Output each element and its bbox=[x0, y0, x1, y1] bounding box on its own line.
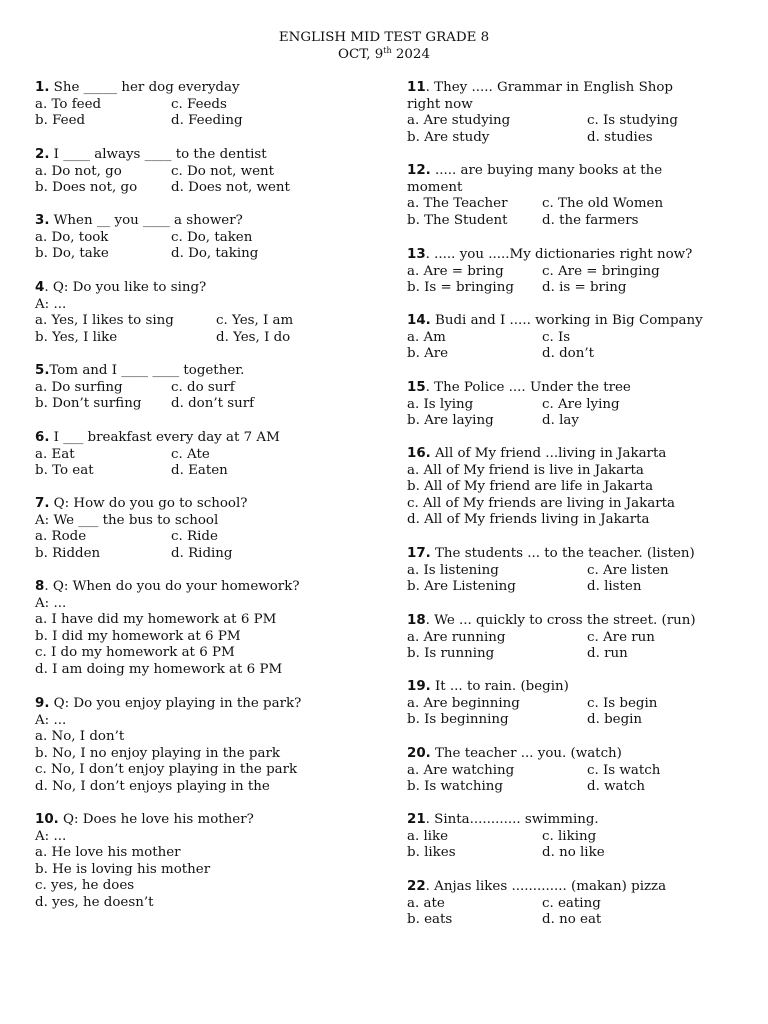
answer-option: b. Is = bringing bbox=[407, 280, 514, 296]
options-row bbox=[407, 496, 742, 513]
question-16 bbox=[407, 446, 742, 529]
answer-option: d. No, I don’t enjoys playing in the bbox=[35, 778, 270, 794]
question-text: When __ you ____ a shower? bbox=[49, 213, 243, 228]
question-stem bbox=[35, 213, 370, 230]
answer-option: d. Yes, I do bbox=[216, 329, 291, 345]
question-20 bbox=[407, 746, 742, 796]
answer-option: b. eats bbox=[407, 912, 453, 928]
options-row bbox=[35, 97, 370, 114]
answer-option: c. No, I don’t enjoy playing in the park bbox=[35, 762, 298, 778]
question-4 bbox=[35, 280, 370, 346]
answer-option: c. The old Women bbox=[542, 196, 664, 212]
question-number: 3. bbox=[35, 213, 50, 228]
answer-option: b. Is watching bbox=[407, 779, 503, 795]
options-row bbox=[35, 180, 370, 197]
question-stem bbox=[407, 613, 742, 630]
options-row bbox=[35, 330, 370, 347]
question-stem bbox=[407, 679, 742, 696]
answer-option: a. Are running bbox=[407, 629, 506, 645]
question-stem bbox=[35, 363, 370, 380]
question-10 bbox=[35, 812, 370, 912]
question-8 bbox=[35, 579, 370, 679]
question-stem bbox=[35, 812, 370, 829]
question-text: Q: Do you enjoy playing in the park? bbox=[49, 696, 302, 711]
answer-option: a. Do surfing bbox=[35, 379, 123, 395]
answer-option: b. To eat bbox=[35, 463, 94, 479]
options-row bbox=[35, 779, 370, 796]
options-row bbox=[407, 896, 742, 913]
question-stem bbox=[35, 280, 370, 297]
question-number: 9. bbox=[35, 696, 50, 711]
answer-option: d. don’t surf bbox=[171, 396, 255, 412]
question-text: A: ... bbox=[35, 828, 67, 844]
answer-option: c. Ate bbox=[171, 446, 210, 462]
answer-option: c. Is begin bbox=[587, 695, 658, 711]
options-row bbox=[35, 230, 370, 247]
options-row bbox=[407, 130, 742, 147]
question-text: . They ..... Grammar in English Shop bbox=[425, 80, 673, 95]
answer-option: a. Are = bring bbox=[407, 263, 504, 279]
question-11 bbox=[407, 80, 742, 146]
answer-option: d. studies bbox=[587, 129, 653, 145]
question-number: 18 bbox=[407, 613, 426, 628]
test-title: ENGLISH MID TEST GRADE 8 bbox=[278, 30, 490, 45]
question-number: 11 bbox=[407, 80, 426, 95]
question-15 bbox=[407, 380, 742, 430]
options-row bbox=[407, 512, 742, 529]
answer-option: c. eating bbox=[542, 895, 601, 911]
question-text: All of My friend ...living in Jakarta bbox=[430, 446, 667, 461]
options-row bbox=[407, 413, 742, 430]
question-number: 10. bbox=[35, 812, 59, 827]
question-stem bbox=[407, 812, 742, 829]
options-row bbox=[407, 213, 742, 230]
answer-option: d. Feeding bbox=[171, 113, 243, 129]
question-text: . Q: When do you do your homework? bbox=[44, 579, 300, 594]
answer-option: a. Do not, go bbox=[35, 163, 122, 179]
options-row bbox=[407, 397, 742, 414]
answer-option: a. Are studying bbox=[407, 113, 511, 129]
question-text: Q: How do you go to school? bbox=[49, 496, 248, 511]
options-row bbox=[35, 645, 370, 662]
options-row bbox=[35, 447, 370, 464]
answer-option: a. No, I don’t bbox=[35, 729, 125, 745]
answer-option: b. Do, take bbox=[35, 246, 109, 262]
answer-option: a. The Teacher bbox=[407, 196, 508, 212]
answer-option: b. Are laying bbox=[407, 413, 494, 429]
question-text: I ___ breakfast every day at 7 AM bbox=[49, 430, 280, 445]
options-row bbox=[407, 646, 742, 663]
question-stem bbox=[407, 163, 742, 180]
question-22 bbox=[407, 879, 742, 929]
answer-option: d. Eaten bbox=[171, 463, 228, 479]
answer-option: d. begin bbox=[587, 712, 643, 728]
options-row bbox=[35, 762, 370, 779]
question-stem bbox=[407, 446, 742, 463]
options-row bbox=[407, 113, 742, 130]
answer-option: c. Are listen bbox=[587, 562, 669, 578]
answer-option: c. Yes, I am bbox=[216, 313, 294, 329]
question-number: 17. bbox=[407, 546, 431, 561]
question-text: A: ... bbox=[35, 296, 67, 312]
question-text: I ____ always ____ to the dentist bbox=[49, 147, 267, 162]
question-stem bbox=[407, 746, 742, 763]
answer-option: d. Does not, went bbox=[171, 180, 290, 196]
options-row bbox=[407, 696, 742, 713]
question-stem-continued bbox=[407, 180, 742, 197]
question-text: Tom and I ____ ____ together. bbox=[49, 363, 245, 378]
options-row bbox=[407, 779, 742, 796]
answer-option: a. He love his mother bbox=[35, 845, 181, 861]
answer-option: c. Do not, went bbox=[171, 163, 275, 179]
answer-option: a. I have did my homework at 6 PM bbox=[35, 612, 277, 628]
question-stem-continued bbox=[35, 297, 370, 314]
question-text: . We ... quickly to cross the street. (run) bbox=[425, 613, 696, 628]
question-7 bbox=[35, 496, 370, 562]
question-number: 5. bbox=[35, 363, 50, 378]
question-text: . ..... you .....My dictionaries right now? bbox=[425, 247, 693, 262]
answer-option: c. Is bbox=[542, 329, 571, 345]
question-5 bbox=[35, 363, 370, 413]
options-row bbox=[35, 895, 370, 912]
options-row bbox=[35, 313, 370, 330]
question-number: 20. bbox=[407, 746, 431, 761]
question-text: ..... are buying many books at the bbox=[430, 163, 663, 178]
answer-option: d. watch bbox=[587, 779, 646, 795]
answer-option: b. Are Listening bbox=[407, 579, 516, 595]
question-text: A: ... bbox=[35, 595, 67, 611]
question-stem-continued bbox=[35, 829, 370, 846]
answer-option: c. Are lying bbox=[542, 396, 620, 412]
answer-option: a. Am bbox=[407, 329, 446, 345]
question-number: 7. bbox=[35, 496, 50, 511]
answer-option: d. listen bbox=[587, 579, 642, 595]
options-row bbox=[35, 380, 370, 397]
answer-option: b. Are study bbox=[407, 129, 490, 145]
question-text: . Anjas likes ............. (makan) pizza bbox=[425, 879, 667, 894]
answer-option: d. Do, taking bbox=[171, 246, 259, 262]
answer-option: b. All of My friend are life in Jakarta bbox=[407, 479, 654, 495]
options-row bbox=[407, 346, 742, 363]
answer-option: c. Do, taken bbox=[171, 229, 253, 245]
question-number: 13 bbox=[407, 247, 426, 262]
question-2 bbox=[35, 147, 370, 197]
question-text: A: We ___ the bus to school bbox=[35, 512, 219, 528]
answer-option: b. likes bbox=[407, 845, 456, 861]
answer-option: c. I do my homework at 6 PM bbox=[35, 645, 235, 661]
answer-option: c. Is studying bbox=[587, 113, 678, 129]
question-text: It ... to rain. (begin) bbox=[430, 679, 569, 694]
question-stem bbox=[407, 879, 742, 896]
question-13 bbox=[407, 247, 742, 297]
question-3 bbox=[35, 213, 370, 263]
question-12 bbox=[407, 163, 742, 229]
answer-option: d. no like bbox=[542, 845, 605, 861]
question-text: The students ... to the teacher. (listen) bbox=[430, 546, 695, 561]
answer-option: d. no eat bbox=[542, 912, 602, 928]
answer-option: c. Are run bbox=[587, 629, 655, 645]
question-text: . The Police .... Under the tree bbox=[425, 380, 631, 395]
question-stem-continued bbox=[35, 596, 370, 613]
question-number: 2. bbox=[35, 147, 50, 162]
answer-option: b. Yes, I like bbox=[35, 329, 118, 345]
answer-option: a. Do, took bbox=[35, 229, 109, 245]
question-text: moment bbox=[407, 179, 463, 195]
answer-option: d. run bbox=[587, 646, 628, 662]
question-stem-continued bbox=[35, 513, 370, 530]
answer-option: b. Is running bbox=[407, 646, 495, 662]
question-text: . Sinta............ swimming. bbox=[425, 812, 599, 827]
answer-option: a. Is listening bbox=[407, 562, 499, 578]
answer-option: a. To feed bbox=[35, 96, 102, 112]
question-text: . Q: Do you like to sing? bbox=[44, 280, 207, 295]
options-row bbox=[407, 330, 742, 347]
answer-option: c. Feeds bbox=[171, 96, 227, 112]
question-stem bbox=[35, 496, 370, 513]
question-14 bbox=[407, 313, 742, 363]
question-18 bbox=[407, 613, 742, 663]
answer-option: c. Is watch bbox=[587, 762, 661, 778]
options-row bbox=[407, 196, 742, 213]
options-row bbox=[35, 845, 370, 862]
options-row bbox=[407, 763, 742, 780]
options-row bbox=[407, 829, 742, 846]
options-row bbox=[407, 845, 742, 862]
options-row bbox=[35, 529, 370, 546]
question-stem bbox=[35, 696, 370, 713]
options-row bbox=[35, 746, 370, 763]
question-text: Budi and I ..... working in Big Company bbox=[430, 313, 703, 328]
answer-option: a. Eat bbox=[35, 446, 75, 462]
answer-option: d. yes, he doesn’t bbox=[35, 894, 154, 910]
options-row bbox=[35, 113, 370, 130]
options-row bbox=[35, 164, 370, 181]
options-row bbox=[35, 729, 370, 746]
answer-option: a. Rode bbox=[35, 529, 87, 545]
options-row bbox=[407, 579, 742, 596]
question-stem bbox=[35, 80, 370, 97]
answer-option: b. Feed bbox=[35, 113, 86, 129]
question-1 bbox=[35, 80, 370, 130]
options-row bbox=[35, 878, 370, 895]
answer-option: a. Yes, I likes to sing bbox=[35, 313, 174, 329]
answer-option: a. like bbox=[407, 828, 449, 844]
question-number: 22 bbox=[407, 879, 426, 894]
answer-option: d. don’t bbox=[542, 346, 594, 362]
options-row bbox=[35, 546, 370, 563]
answer-option: c. Are = bringing bbox=[542, 263, 660, 279]
options-row bbox=[35, 662, 370, 679]
answer-option: c. yes, he does bbox=[35, 878, 135, 894]
answer-option: c. liking bbox=[542, 828, 597, 844]
options-row bbox=[35, 396, 370, 413]
answer-option: b. No, I no enjoy playing in the park bbox=[35, 745, 281, 761]
question-text: The teacher ... you. (watch) bbox=[430, 746, 622, 761]
answer-option: d. Riding bbox=[171, 545, 233, 561]
question-number: 16. bbox=[407, 446, 431, 461]
options-row bbox=[407, 630, 742, 647]
options-row bbox=[407, 712, 742, 729]
question-stem bbox=[35, 579, 370, 596]
question-17 bbox=[407, 546, 742, 596]
options-row bbox=[407, 563, 742, 580]
answer-option: a. Are beginning bbox=[407, 695, 520, 711]
answer-option: b. Are bbox=[407, 346, 449, 362]
question-stem bbox=[407, 80, 742, 97]
answer-option: d. lay bbox=[542, 413, 579, 429]
answer-option: b. Is beginning bbox=[407, 712, 509, 728]
answer-option: d. All of My friends living in Jakarta bbox=[407, 512, 650, 528]
options-row bbox=[35, 463, 370, 480]
answer-option: d. I am doing my homework at 6 PM bbox=[35, 661, 283, 677]
question-stem bbox=[407, 380, 742, 397]
answer-option: a. Is lying bbox=[407, 396, 474, 412]
options-row bbox=[407, 479, 742, 496]
answer-option: d. the farmers bbox=[542, 212, 639, 228]
question-number: 15 bbox=[407, 380, 426, 395]
answer-option: c. All of My friends are living in Jakarta bbox=[407, 495, 676, 511]
question-number: 14. bbox=[407, 313, 431, 328]
answer-option: a. ate bbox=[407, 895, 445, 911]
options-row bbox=[35, 862, 370, 879]
question-stem bbox=[407, 247, 742, 264]
question-number: 12. bbox=[407, 163, 431, 178]
answer-option: c. do surf bbox=[171, 379, 235, 395]
question-text: She _____ her dog everyday bbox=[49, 80, 240, 95]
answer-option: b. The Student bbox=[407, 212, 508, 228]
question-9 bbox=[35, 696, 370, 796]
question-number: 4 bbox=[35, 280, 45, 295]
test-date: OCT, 9th 2024 bbox=[338, 46, 430, 62]
answer-option: b. He is loving his mother bbox=[35, 861, 211, 877]
answer-option: b. I did my homework at 6 PM bbox=[35, 628, 241, 644]
answer-option: d. is = bring bbox=[542, 280, 627, 296]
question-stem bbox=[407, 546, 742, 563]
question-number: 19. bbox=[407, 679, 431, 694]
answer-option: a. Are watching bbox=[407, 762, 515, 778]
question-number: 1. bbox=[35, 80, 50, 95]
question-stem bbox=[35, 430, 370, 447]
question-text: Q: Does he love his mother? bbox=[58, 812, 254, 827]
options-row bbox=[407, 280, 742, 297]
answer-option: c. Ride bbox=[171, 529, 218, 545]
question-number: 6. bbox=[35, 430, 50, 445]
answer-option: a. All of My friend is live in Jakarta bbox=[407, 462, 644, 478]
answer-option: b. Don’t surfing bbox=[35, 396, 142, 412]
question-6 bbox=[35, 430, 370, 480]
options-row bbox=[35, 612, 370, 629]
question-number: 8 bbox=[35, 579, 45, 594]
question-text: right now bbox=[407, 96, 473, 112]
question-21 bbox=[407, 812, 742, 862]
question-stem-continued bbox=[35, 713, 370, 730]
question-19 bbox=[407, 679, 742, 729]
question-stem bbox=[407, 313, 742, 330]
options-row bbox=[407, 912, 742, 929]
options-row bbox=[35, 246, 370, 263]
question-number: 21 bbox=[407, 812, 426, 827]
options-row bbox=[407, 264, 742, 281]
options-row bbox=[407, 463, 742, 480]
answer-option: b. Does not, go bbox=[35, 180, 138, 196]
question-stem bbox=[35, 147, 370, 164]
question-text: A: ... bbox=[35, 712, 67, 728]
question-stem-continued bbox=[407, 97, 742, 114]
answer-option: b. Ridden bbox=[35, 545, 101, 561]
options-row bbox=[35, 629, 370, 646]
